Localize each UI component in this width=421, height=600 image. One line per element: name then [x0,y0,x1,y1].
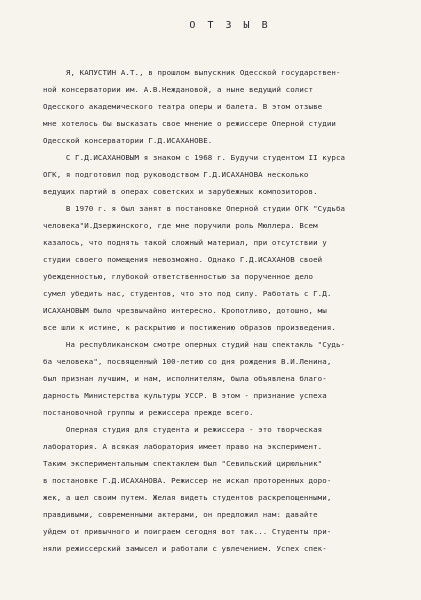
text-line: Таким экспериментальным спектаклем был "Севильский цирюльник" [43,459,323,468]
text-line: ОГК, я подготовил под руководством Г.Д.ИСАХАНОВА несколько [43,170,309,179]
text-line: студии своего помещения невозможно. Однако Г.Д.ИСАХАНОВ своей [43,255,323,264]
text-line: дарность Министерства культуры УССР. В этом - признание успеха [43,391,327,400]
text-line: Оперная студия для студента и режиссера - это творческая [43,425,323,434]
text-line: постановочной группы и режиссера прежде всего. [43,408,254,417]
text-line: Одесского академического театра оперы и балета. В этом отзыве [43,102,323,111]
paragraph [43,149,407,200]
text-line: жек, а шел своим путем. Желая видеть студентов раскрепощенными, [43,493,332,502]
text-line: мне хотелось бы высказать свое мнение о режиссере Оперной студии [43,119,336,128]
paragraph [43,336,407,421]
text-line: В 1970 г. я был занят в постановке Оперной студии ОГК "Судьба [43,204,346,213]
text-line: ной консерватории им. А.В.Неждановой, а ныне ведущий солист [43,85,314,94]
text-line: казалось, что поднять такой сложный материал, при отсутствии у [43,238,327,247]
text-line: Одесской консерватории Г.Д.ИСАХАНОВЕ. [43,136,213,145]
text-line: ведущих партий в операх советских и зарубежных композиторов. [43,187,318,196]
text-line: С Г.Д.ИСАХАНОВЫМ я знаком с 1968 г. Будучи студентом II курса [43,153,346,162]
text-line: в постановке Г.Д.ИСАХАНОВА. Режиссер не искал проторенных доро- [43,476,332,485]
paragraph [43,421,407,557]
text-line: убежденностью, глубокой ответственностью за порученное дело [43,272,314,281]
paragraph [43,64,407,149]
text-line: уйдем от привычного и поиграем сегодня вот так... Студенты при- [43,527,332,536]
text-line: На республиканском смотре оперных студий наш спектакль "Судь- [43,340,346,349]
text-line: правдивыми, современными актерами, он предложил нам: давайте [43,510,318,519]
text-line: сумел убедить нас, студентов, что это под силу. Работать с Г.Д. [43,289,332,298]
text-line: ИСАХАНОВЫМ было чрезвычайно интересно. Кропотливо, дотошно, мы [43,306,327,315]
text-line: няли режиссерский замысел и работали с увлечением. Успех спек- [43,544,327,553]
text-line: ба человека", посвященный 100-летию со дня рождения В.И.Ленина, [43,357,332,366]
text-line: был признан лучшим, и нам, исполнителям, была объявлена благо- [43,374,327,383]
text-line: человека"И.Дзержинского, где мне поручили роль Мюллера. Всем [43,221,318,230]
document-body [43,64,407,557]
document-title: О Т З Ы В [189,20,271,31]
text-line: Я, КАПУСТИН А.Т., в прошлом выпускник Одесской государствен- [43,68,341,77]
text-line: лаборатория. А всякая лаборатория имеет право на эксперимент. [43,442,323,451]
text-line: все шли к истине, к раскрытию и постижению образов произведения. [43,323,336,332]
paragraph [43,200,407,336]
